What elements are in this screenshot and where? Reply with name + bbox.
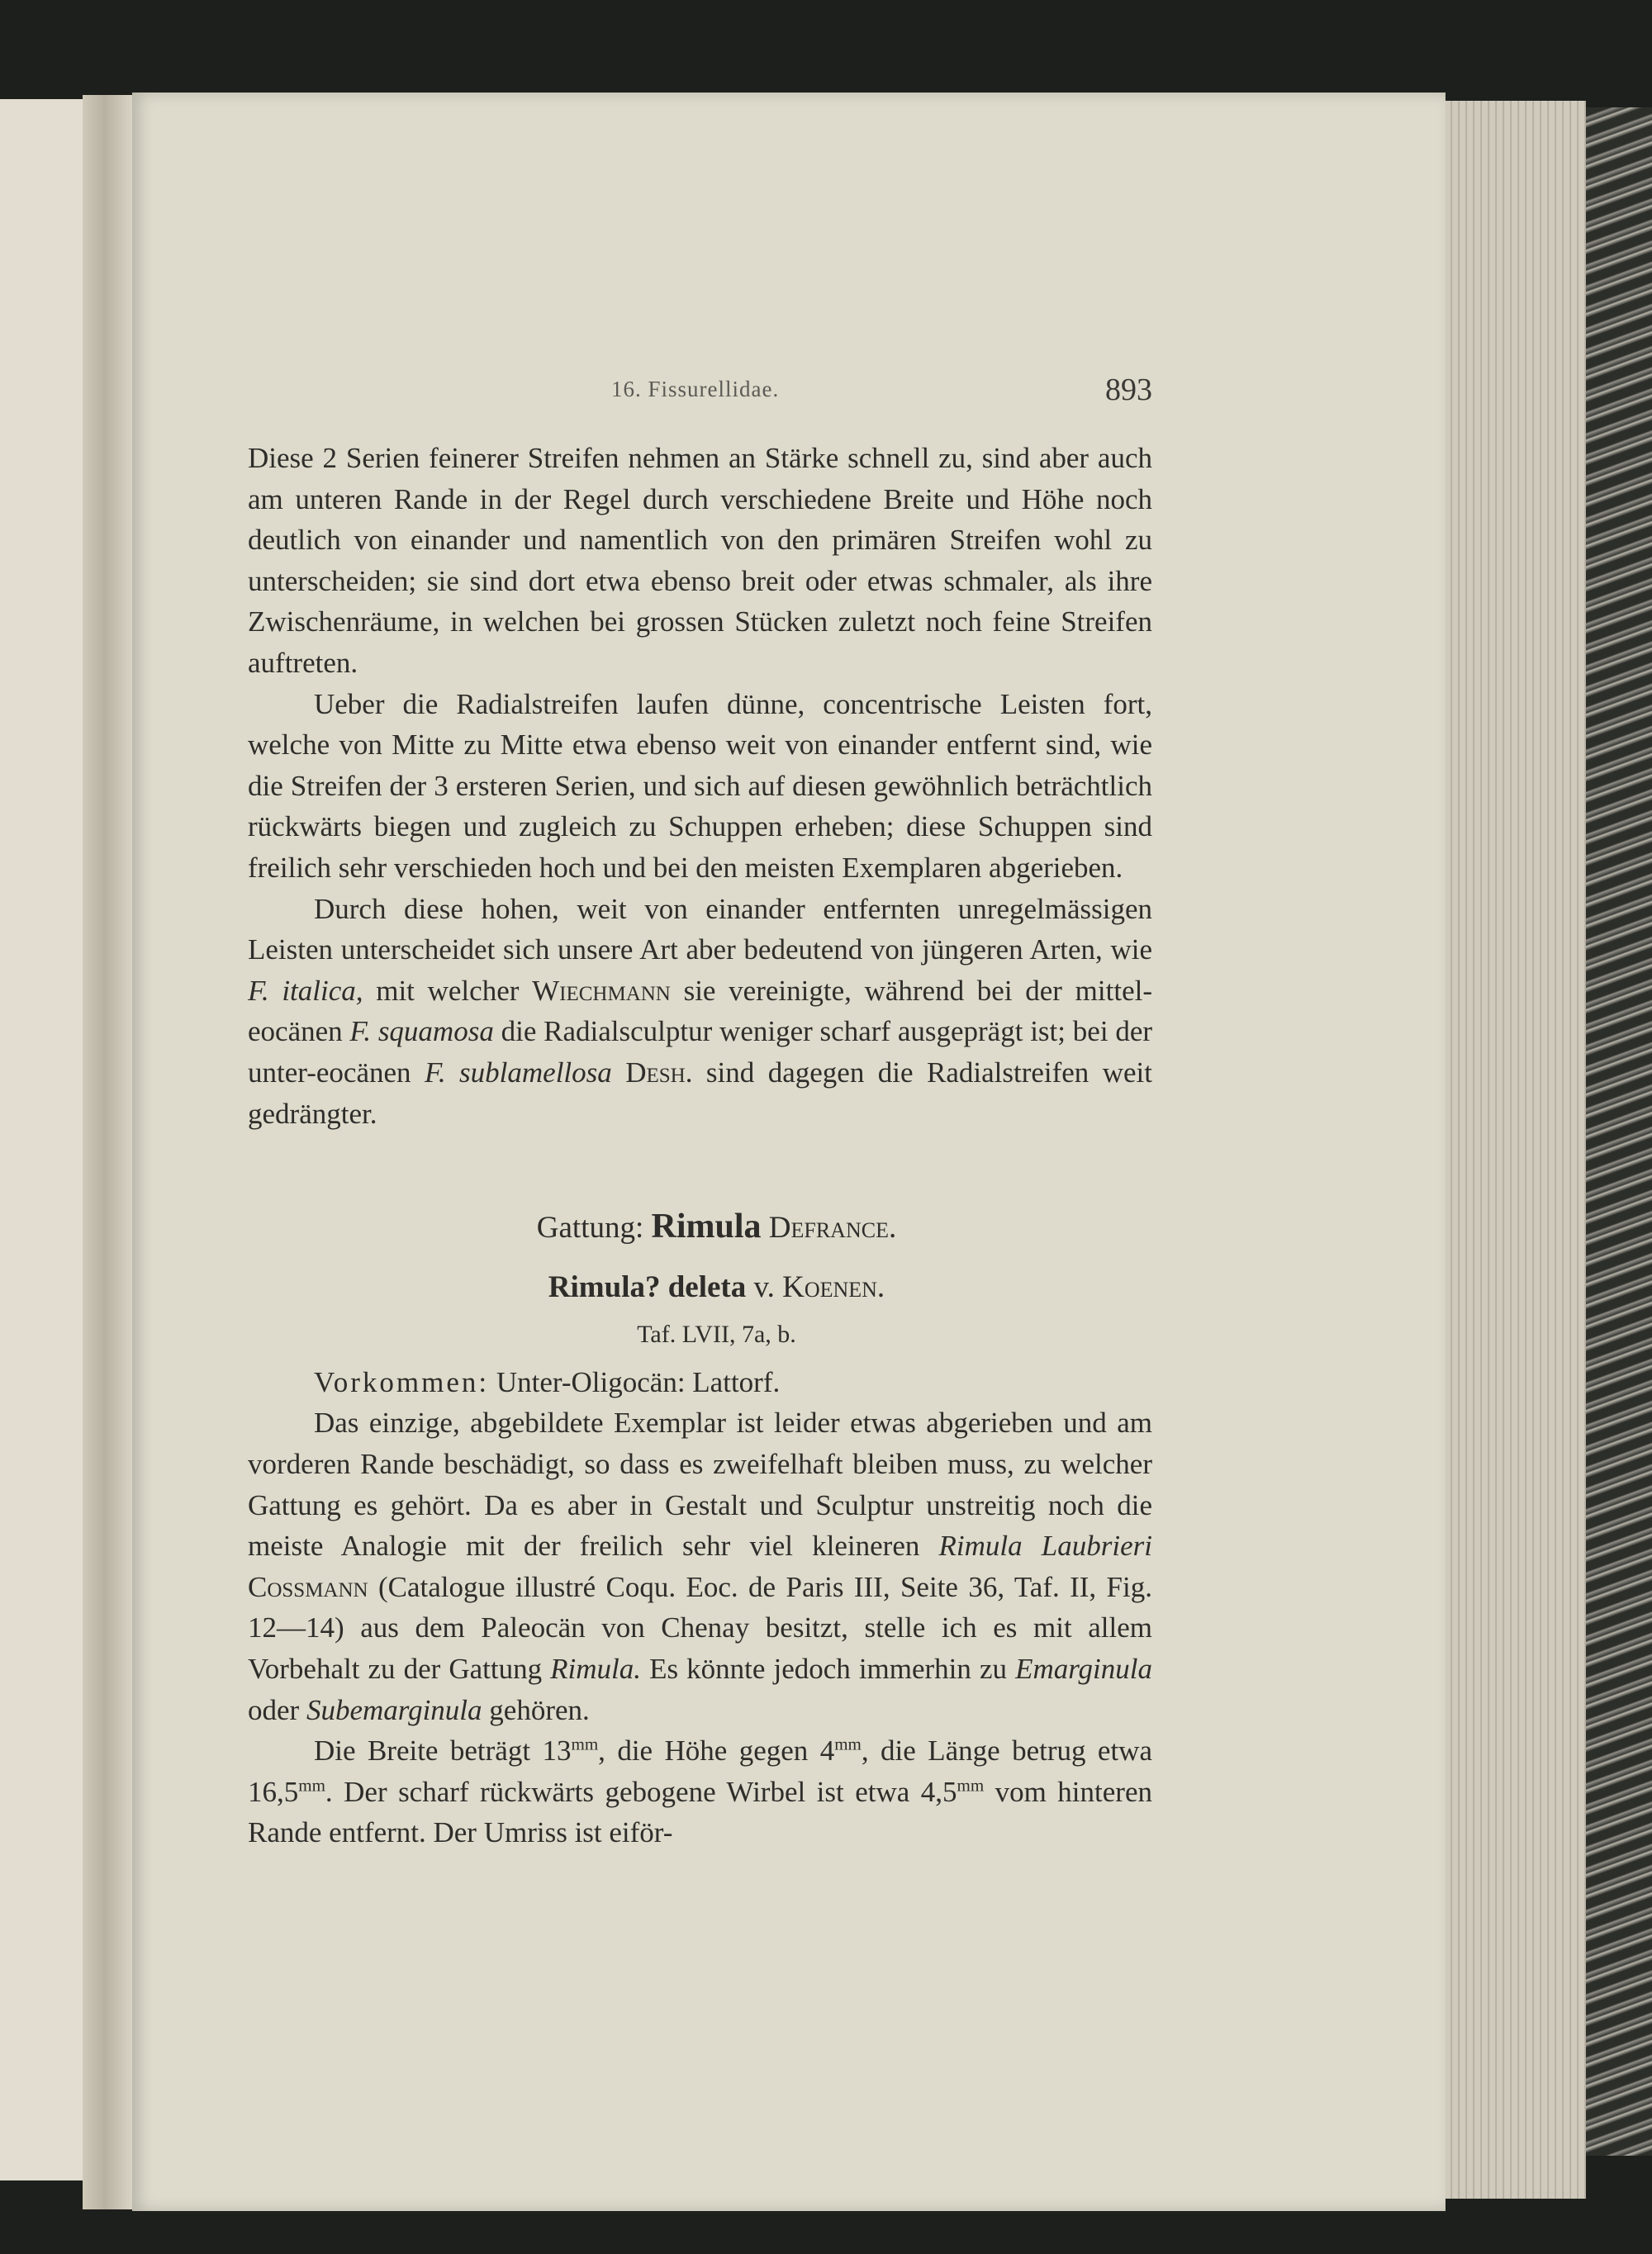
unit-mm: mm [834,1734,862,1754]
text-run: , die Höhe gegen 4 [598,1734,835,1768]
genus-prefix: Gattung: [536,1211,652,1246]
paragraph-3 [248,889,1152,1135]
species-author: Koenen. [782,1269,885,1304]
text-run: gehören. [482,1693,590,1726]
text-run: Durch diese hohen, weit von einander entfernten unregelmässigen Leisten unterscheidet sich unsere Art aber bedeutend von jüngeren Arten, wie [248,892,1152,966]
author-name: Wiechmann [532,974,671,1007]
occurrence-value: Unter-Oligocän: Lattorf. [489,1365,781,1398]
text-run: , die Länge betrug etwa 16,5 [248,1734,1152,1808]
page-edges [1446,101,1586,2199]
species-heading [248,1267,1152,1308]
text-run: vom hinteren Rande entfernt. Der Umriss ist eiför- [248,1775,1152,1849]
text-run: sie vereinigte, während bei der mittel-eocänen [248,974,1152,1048]
text-run: die Radialsculptur weniger scharf ausgeprägt ist; bei der unter-eocänen [248,1015,1153,1089]
page-header [248,372,1152,413]
genus-italic: Subemarginula [306,1693,482,1726]
occurrence-line [248,1362,1152,1403]
unit-mm: mm [957,1775,985,1796]
species-name: Rimula? deleta [548,1269,747,1304]
genus-heading [248,1207,1152,1249]
paragraph-1: Diese 2 Serien feinerer Streifen nehmen an Stärke schnell zu, sind aber auch am unteren Rande in der Regel durch verschiedene Breite und Höhe noch deutlich von einander und namentlich von den primären Streifen wohl zu unterscheiden; sie sind dort etwa ebenso breit oder etwas schmaler, als ihre Zwischenräume, in welchen bei grossen Stücken zuletzt noch feine Streifen auftreten. [248,442,1152,679]
text-run: . Der scharf rückwärts gebogene Wirbel ist etwa 4,5 [325,1775,957,1808]
page-body [248,438,1152,1853]
text-run: Das einzige, abgebildete Exemplar ist leider etwas abgerieben und am vorderen Rande beschädigt, so dass es zweifelhaft bleiben muss, zu welcher Gattung es gehört. Da es aber in Gestalt und Sculptur unstreitig noch die meiste Analogie mit der freilich sehr viel kleineren [248,1407,1152,1563]
paragraph-2: Ueber die Radialstreifen laufen dünne, concentrische Leisten fort, welche von Mitte zu Mitte etwa ebenso weit von einander entfernt sind, wie die Streifen der 3 ersteren Serien, und sich auf diesen gewöhnlich beträchtlich rückwärts biegen und zugleich zu Schuppen erheben; diese Schuppen sind freilich sehr verschieden hoch und bei den meisten Exemplaren abgerieben. [248,687,1152,884]
text-run: mit welcher [363,974,533,1007]
running-head: 16. Fissurellidae. [611,377,780,401]
text-run: sind dagegen die Radialstreifen weit gedrängter. [248,1056,1153,1130]
text-run: Es könnte jedoch immerhin zu [641,1653,1016,1686]
book-gutter [83,95,132,2209]
plate-reference: Taf. LVII, 7a, b. [637,1321,796,1349]
genus-italic: Emarginula [1015,1653,1152,1686]
book-cover-edge [1586,107,1652,2156]
species-italic: Rimula Laubrieri [938,1530,1152,1563]
unit-mm: mm [571,1734,599,1754]
genus-name: Rimula [651,1208,762,1246]
author-name: Cossmann [248,1570,368,1603]
paragraph-4 [248,1402,1152,1730]
species-italic: F. sublamellosa [424,1056,612,1089]
text-run [612,1056,625,1089]
left-page-edge [0,99,83,2180]
text-run: oder [248,1693,306,1726]
page-number: 893 [1105,373,1152,407]
paragraph-5 [248,1730,1152,1853]
genus-author: Defrance. [768,1211,897,1246]
unit-mm: mm [298,1775,325,1796]
author-name: Desh. [625,1056,693,1089]
genus-italic: Rimula. [550,1653,642,1686]
text-run: Die Breite beträgt 13 [314,1734,572,1768]
species-author-prefix: v. [753,1269,783,1304]
occurrence-label: Vorkommen: [314,1365,490,1398]
text-run: (Catalogue illustré Coqu. Eoc. de Paris III, Seite 36, Taf. II, Fig. 12—14) aus dem Paleocän von Chenay besitzt, stelle ich es mit allem Vorbehalt zu der Gattung [248,1570,1152,1686]
species-italic: F. squamosa [349,1015,494,1048]
species-italic: F. italica, [248,974,363,1007]
